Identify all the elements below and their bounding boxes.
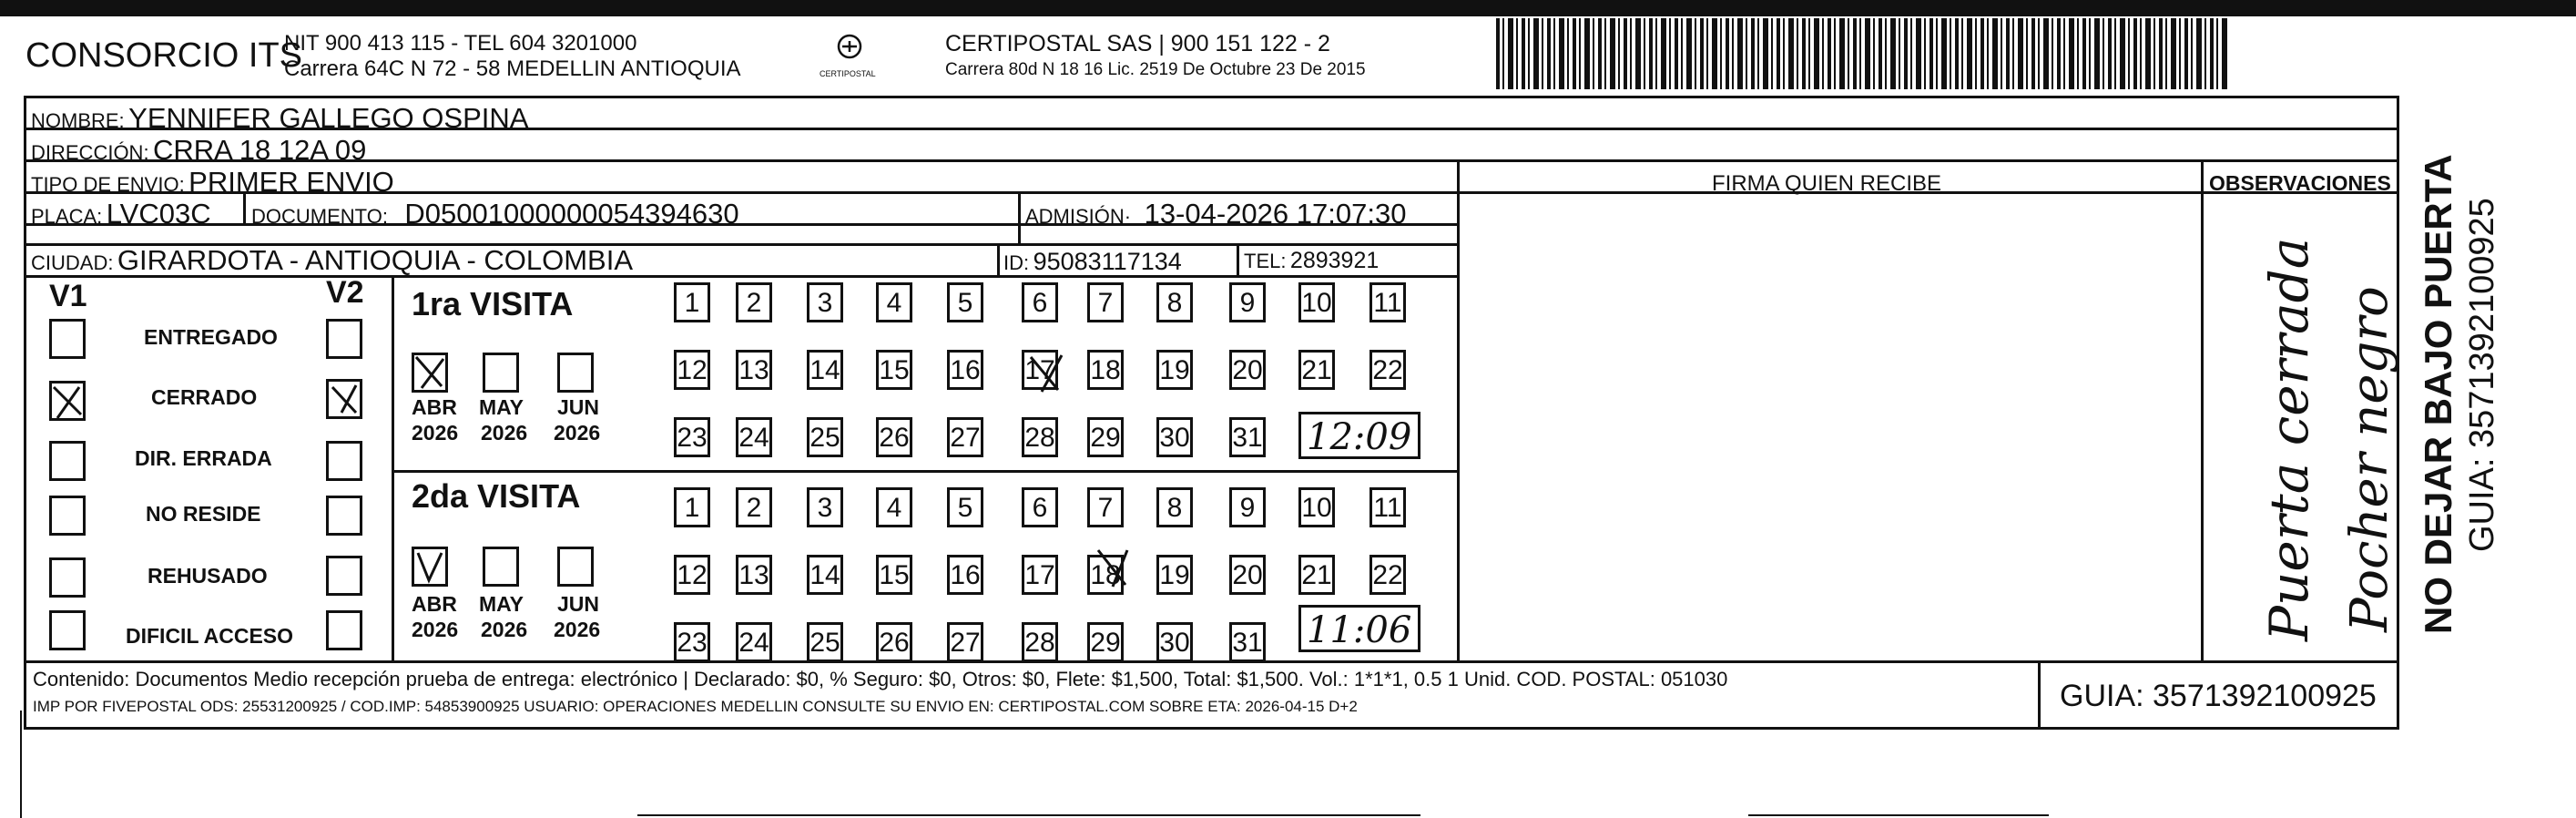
visit2-day-16[interactable]: 16 bbox=[947, 555, 983, 595]
v1-dificil-acceso-checkbox[interactable] bbox=[49, 610, 86, 650]
visit2-day-7[interactable]: 7 bbox=[1087, 487, 1124, 527]
firma-header: FIRMA QUIEN RECIBE bbox=[1712, 171, 1942, 196]
visit1-day-20[interactable]: 20 bbox=[1229, 350, 1266, 390]
visit1-day-14[interactable]: 14 bbox=[807, 350, 843, 390]
visit1-day-9[interactable]: 9 bbox=[1229, 282, 1266, 322]
ciudad-field bbox=[31, 244, 633, 277]
admision-label: ADMISIÓN· bbox=[1025, 205, 1132, 228]
courier-name: CERTIPOSTAL SAS | 900 151 122 - 2 bbox=[945, 31, 1330, 56]
v1-rehusado-checkbox[interactable] bbox=[49, 557, 86, 598]
visit1-day-4[interactable]: 4 bbox=[876, 282, 912, 322]
visit2-abr-checkbox[interactable] bbox=[412, 547, 448, 587]
v2-no-reside-checkbox[interactable] bbox=[326, 496, 362, 536]
visit1-abr-checkbox[interactable] bbox=[412, 353, 448, 393]
v2-dificil-acceso-checkbox[interactable] bbox=[326, 610, 362, 650]
visit2-day-9[interactable]: 9 bbox=[1229, 487, 1266, 527]
visit2-day-12[interactable]: 12 bbox=[674, 555, 710, 595]
certipostal-logo bbox=[827, 33, 872, 69]
visit1-day17-mark-icon bbox=[1025, 350, 1067, 397]
visit2-day-31[interactable]: 31 bbox=[1229, 622, 1266, 662]
visit2-day-2[interactable]: 2 bbox=[736, 487, 772, 527]
visit1-day-25[interactable]: 25 bbox=[807, 417, 843, 457]
admision-field bbox=[1025, 198, 1406, 230]
visit1-day-16[interactable]: 16 bbox=[947, 350, 983, 390]
visit2-day-23[interactable]: 23 bbox=[674, 622, 710, 662]
check-mark-icon bbox=[52, 383, 83, 418]
visit2-year-abr: 2026 bbox=[412, 618, 459, 641]
visit2-day-1[interactable]: 1 bbox=[674, 487, 710, 527]
admision-value: 13-04-2026 17:07:30 bbox=[1144, 198, 1407, 230]
visit1-month-abr: ABR bbox=[412, 395, 457, 419]
visit1-day-21[interactable]: 21 bbox=[1298, 350, 1335, 390]
placa-field bbox=[31, 198, 211, 230]
visit2-day-8[interactable]: 8 bbox=[1156, 487, 1193, 527]
documento-label: DOCUMENTO: bbox=[251, 205, 388, 228]
status-dificil-acceso: DIFICIL ACCESO bbox=[126, 624, 294, 648]
visit2-day-10[interactable]: 10 bbox=[1298, 487, 1335, 527]
ciudad-value: GIRARDOTA - ANTIOQUIA - COLOMBIA bbox=[117, 244, 634, 276]
check-mark-icon bbox=[414, 355, 445, 390]
visit2-day-4[interactable]: 4 bbox=[876, 487, 912, 527]
visit1-may-checkbox[interactable] bbox=[483, 353, 519, 393]
visit1-month-may: MAY bbox=[479, 395, 524, 419]
check-mark-icon bbox=[414, 549, 445, 584]
visit2-day-17[interactable]: 17 bbox=[1022, 555, 1058, 595]
company-nit: NIT 900 413 115 - TEL 604 3201000 bbox=[284, 31, 637, 56]
visit2-year-may: 2026 bbox=[481, 618, 528, 641]
visit1-year-abr: 2026 bbox=[412, 421, 459, 445]
visit1-month-jun: JUN bbox=[557, 395, 600, 419]
visit1-jun-checkbox[interactable] bbox=[557, 353, 594, 393]
direccion-value: CRRA 18 12A 09 bbox=[153, 134, 367, 166]
visit1-day-6[interactable]: 6 bbox=[1022, 282, 1058, 322]
ciudad-label: CIUDAD: bbox=[31, 251, 114, 274]
visit1-day-12[interactable]: 12 bbox=[674, 350, 710, 390]
v2-header: V2 bbox=[326, 275, 364, 310]
visit1-day-19[interactable]: 19 bbox=[1156, 350, 1193, 390]
visit2-day-25[interactable]: 25 bbox=[807, 622, 843, 662]
visit2-day-28[interactable]: 28 bbox=[1022, 622, 1058, 662]
id-suffix: 17134 bbox=[1113, 248, 1182, 275]
v2-cerrado-checkbox[interactable] bbox=[326, 379, 362, 419]
visit1-year-jun: 2026 bbox=[554, 421, 601, 445]
visit1-day-26[interactable]: 26 bbox=[876, 417, 912, 457]
tel-field bbox=[1244, 248, 1379, 274]
id-value: 950831 bbox=[1033, 248, 1114, 275]
visit2-day18-mark-icon bbox=[1095, 545, 1131, 590]
contenido-text: Contenido: Documentos Medio recepción prueba de entrega: electrónico | Declarado: $0, % Seguro: $0, Otros: $0, Flete: $1,500, Total: $1,500. Vol.: 1*1*1, 0.5 1 Unid. COD. POSTAL: 051030 bbox=[33, 668, 1728, 690]
visit1-day-17[interactable]: 17 bbox=[1022, 350, 1058, 390]
tel-label: TEL: bbox=[1244, 250, 1287, 272]
imp-text: IMP POR FIVEPOSTAL ODS: 25531200925 / COD.IMP: 54853900925 USUARIO: OPERACIONES MEDELLIN CONSULTE SU ENVIO EN: CERTIPOSTAL.COM SOBRE ETA: 2026-04-15 D+2 bbox=[33, 698, 1358, 715]
visit1-time-box bbox=[1298, 412, 1420, 459]
visit1-day-29[interactable]: 29 bbox=[1087, 417, 1124, 457]
tipo-envio-value: PRIMER ENVIO bbox=[188, 166, 394, 198]
v1-no-reside-checkbox[interactable] bbox=[49, 496, 86, 536]
nombre-field bbox=[31, 102, 528, 135]
documento-field bbox=[251, 198, 739, 230]
visit1-day-8[interactable]: 8 bbox=[1156, 282, 1193, 322]
v1-header: V1 bbox=[49, 279, 87, 313]
visit1-day-22[interactable]: 22 bbox=[1369, 350, 1406, 390]
side-warning: NO DEJAR BAJO PUERTA bbox=[2417, 154, 2459, 634]
check-mark-icon bbox=[329, 382, 360, 416]
visit1-day-30[interactable]: 30 bbox=[1156, 417, 1193, 457]
visit1-day-7[interactable]: 7 bbox=[1087, 282, 1124, 322]
documento-value: D05001000000054394630 bbox=[404, 198, 739, 230]
visit1-day-2[interactable]: 2 bbox=[736, 282, 772, 322]
tipo-envio-label: TIPO DE ENVIO: bbox=[31, 173, 185, 196]
status-rehusado: REHUSADO bbox=[148, 564, 268, 588]
tipo-envio-field bbox=[31, 166, 394, 199]
visit1-time: 12:09 bbox=[1307, 416, 1412, 458]
visit1-day-27[interactable]: 27 bbox=[947, 417, 983, 457]
placa-label: PLACA: bbox=[31, 205, 103, 228]
visit2-day-20[interactable]: 20 bbox=[1229, 555, 1266, 595]
side-guia: GUIA: 3571392100925 bbox=[2463, 198, 2501, 552]
v1-entregado-checkbox[interactable] bbox=[49, 319, 86, 359]
visit2-day-13[interactable]: 13 bbox=[736, 555, 772, 595]
visit2-day-19[interactable]: 19 bbox=[1156, 555, 1193, 595]
direccion-field bbox=[31, 134, 366, 167]
visit1-year-may: 2026 bbox=[481, 421, 528, 445]
visit2-month-jun: JUN bbox=[557, 592, 600, 616]
visit1-day-18[interactable]: 18 bbox=[1087, 350, 1124, 390]
observacion-line-1: Puerta cerrada bbox=[2258, 237, 2320, 641]
observacion-line-2: Pocher negro bbox=[2340, 286, 2399, 632]
observaciones-header: OBSERVACIONES bbox=[2209, 171, 2391, 195]
visit1-day-11[interactable]: 11 bbox=[1369, 282, 1406, 322]
id-label: ID: bbox=[1003, 251, 1030, 274]
visit2-jun-checkbox[interactable] bbox=[557, 547, 594, 587]
v2-entregado-checkbox[interactable] bbox=[326, 319, 362, 359]
visit1-day-1[interactable]: 1 bbox=[674, 282, 710, 322]
visit2-day-30[interactable]: 30 bbox=[1156, 622, 1193, 662]
v2-rehusado-checkbox[interactable] bbox=[326, 556, 362, 596]
tel-value: 2893921 bbox=[1289, 248, 1380, 273]
visit2-day-29[interactable]: 29 bbox=[1087, 622, 1124, 662]
barcode bbox=[1496, 18, 2229, 89]
visit2-month-abr: ABR bbox=[412, 592, 457, 616]
visit1-day-3[interactable]: 3 bbox=[807, 282, 843, 322]
direccion-label: DIRECCIÓN: bbox=[31, 141, 149, 164]
courier-address: Carrera 80d N 18 16 Lic. 2519 De Octubre 23 De 2015 bbox=[945, 60, 1366, 79]
status-dir-errada: DIR. ERRADA bbox=[135, 446, 272, 470]
visit2-year-jun: 2026 bbox=[554, 618, 601, 641]
v1-cerrado-checkbox[interactable] bbox=[49, 381, 86, 421]
v1-dir-errada-checkbox[interactable] bbox=[49, 441, 86, 481]
visit1-day-23[interactable]: 23 bbox=[674, 417, 710, 457]
status-cerrado: CERRADO bbox=[151, 385, 258, 409]
visit2-day-5[interactable]: 5 bbox=[947, 487, 983, 527]
id-field bbox=[1003, 248, 1182, 276]
visit2-day-6[interactable]: 6 bbox=[1022, 487, 1058, 527]
visit1-day-13[interactable]: 13 bbox=[736, 350, 772, 390]
company-address: Carrera 64C N 72 - 58 MEDELLIN ANTIOQUIA bbox=[284, 56, 741, 81]
company-name: CONSORCIO ITS bbox=[25, 36, 303, 75]
placa-value: LVC03C bbox=[106, 198, 211, 230]
visit2-day-3[interactable]: 3 bbox=[807, 487, 843, 527]
visit2-time-box bbox=[1298, 605, 1420, 652]
visit1-title: 1ra VISITA bbox=[412, 285, 574, 322]
v2-dir-errada-checkbox[interactable] bbox=[326, 441, 362, 481]
visit1-day-28[interactable]: 28 bbox=[1022, 417, 1058, 457]
logo-caption: CERTIPOSTAL bbox=[820, 69, 876, 78]
visit2-day-24[interactable]: 24 bbox=[736, 622, 772, 662]
visit2-day-11[interactable]: 11 bbox=[1369, 487, 1406, 527]
nombre-label: NOMBRE: bbox=[31, 109, 125, 132]
status-entregado: ENTREGADO bbox=[144, 325, 278, 349]
visit1-day-24[interactable]: 24 bbox=[736, 417, 772, 457]
footer-guia: GUIA: 3571392100925 bbox=[2060, 679, 2377, 713]
visit2-day-18[interactable]: 18 bbox=[1087, 555, 1124, 595]
visit2-day-27[interactable]: 27 bbox=[947, 622, 983, 662]
visit2-day-15[interactable]: 15 bbox=[876, 555, 912, 595]
visit1-day-15[interactable]: 15 bbox=[876, 350, 912, 390]
visit2-month-may: MAY bbox=[479, 592, 524, 616]
visit1-day-5[interactable]: 5 bbox=[947, 282, 983, 322]
visit2-day-22[interactable]: 22 bbox=[1369, 555, 1406, 595]
visit1-day-10[interactable]: 10 bbox=[1298, 282, 1335, 322]
visit2-title: 2da VISITA bbox=[412, 477, 581, 515]
status-no-reside: NO RESIDE bbox=[146, 502, 261, 526]
visit2-time: 11:06 bbox=[1307, 609, 1412, 651]
top-edge-strip bbox=[0, 0, 2576, 16]
visit2-may-checkbox[interactable] bbox=[483, 547, 519, 587]
observaciones-area bbox=[2204, 195, 2399, 658]
visit2-day-14[interactable]: 14 bbox=[807, 555, 843, 595]
visit2-day-21[interactable]: 21 bbox=[1298, 555, 1335, 595]
nombre-value: YENNIFER GALLEGO OSPINA bbox=[128, 102, 529, 134]
visit2-day-26[interactable]: 26 bbox=[876, 622, 912, 662]
visit1-day-31[interactable]: 31 bbox=[1229, 417, 1266, 457]
